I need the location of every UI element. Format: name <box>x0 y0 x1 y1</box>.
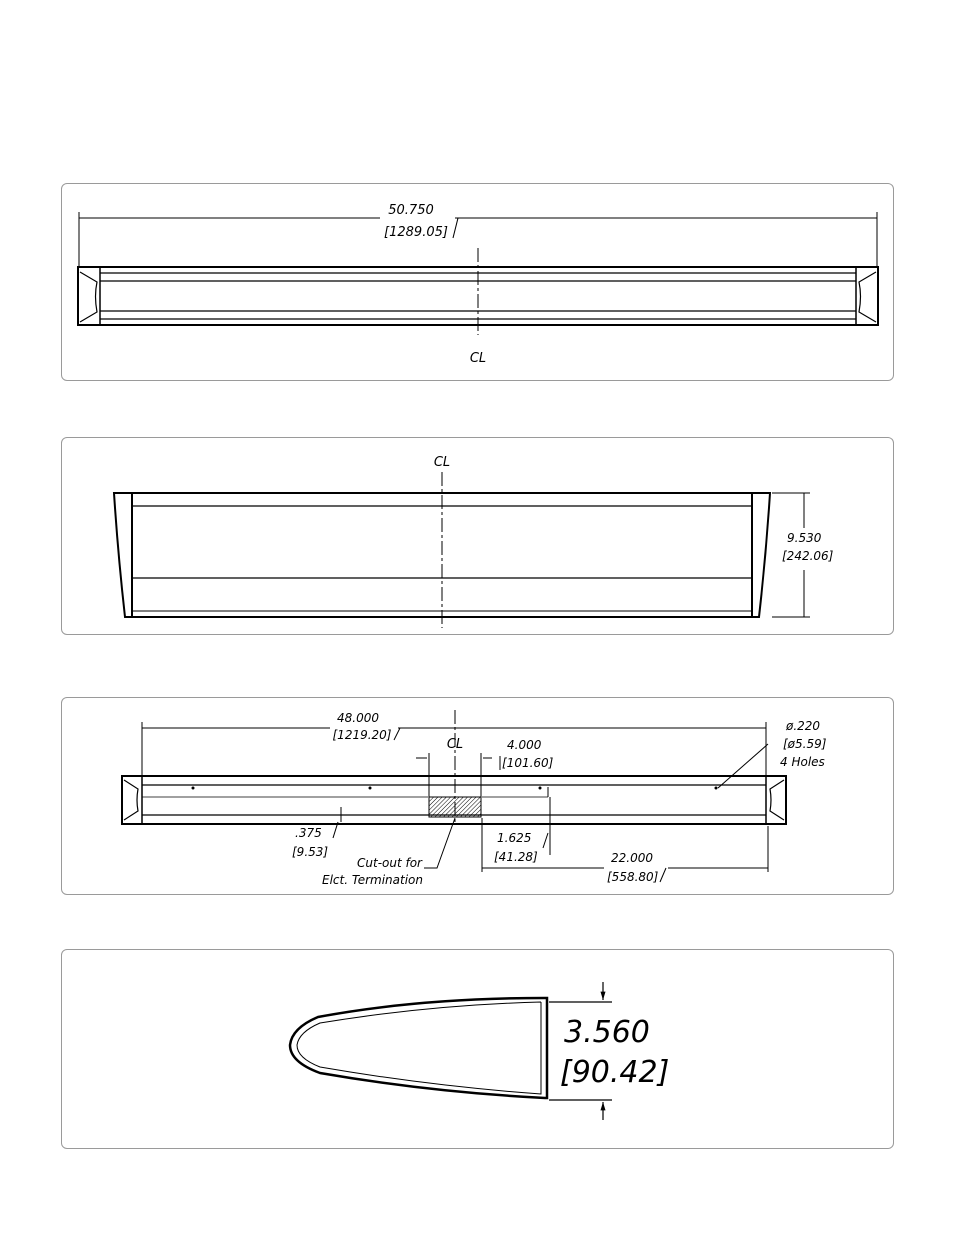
hole-diameter: ø.220 <box>786 719 821 733</box>
top-view-drawing <box>78 212 878 335</box>
mounting-hole <box>192 787 195 790</box>
termination-cutout <box>429 797 481 817</box>
overall-length: 50.750 <box>388 203 434 218</box>
cutout-note-2: Elct. Termination <box>322 873 423 887</box>
mounting-hole <box>369 787 372 790</box>
cutout-width-dim: 4.000 <box>507 738 542 752</box>
cutout-note: Cut-out for <box>357 856 422 870</box>
depth-dim: 3.560 <box>564 1015 650 1050</box>
front-view-drawing <box>114 472 810 628</box>
centerline-symbol: CL <box>446 737 464 752</box>
depth-dim-mm: [90.42] <box>560 1055 670 1090</box>
height-dim-mm: [242.06] <box>782 549 834 563</box>
mount-span-dim-mm: [1219.20] <box>332 728 392 742</box>
bottom-view-drawing <box>122 710 786 882</box>
mounting-hole <box>539 787 542 790</box>
cutout-depth-dim: 1.625 <box>497 831 532 845</box>
centerline-symbol: CL <box>469 351 487 366</box>
centerline-symbol: CL <box>433 455 451 470</box>
mount-span-dim: 48.000 <box>337 711 379 725</box>
hole-diameter-mm: [ø5.59] <box>783 737 827 751</box>
hole-count: 4 Holes <box>780 755 825 769</box>
overall-length-mm: [1289.05] <box>384 225 448 240</box>
half-span-dim-mm: [558.80] <box>607 870 659 884</box>
offset-dim: .375 <box>295 826 322 840</box>
end-view-drawing <box>290 982 612 1120</box>
height-dim: 9.530 <box>787 531 822 545</box>
mounting-hole <box>715 787 718 790</box>
cutout-width-dim-mm: [101.60] <box>502 756 554 770</box>
half-span-dim: 22.000 <box>611 851 653 865</box>
cutout-depth-dim-mm: [41.28] <box>494 850 538 864</box>
offset-dim-mm: [9.53] <box>292 845 329 859</box>
